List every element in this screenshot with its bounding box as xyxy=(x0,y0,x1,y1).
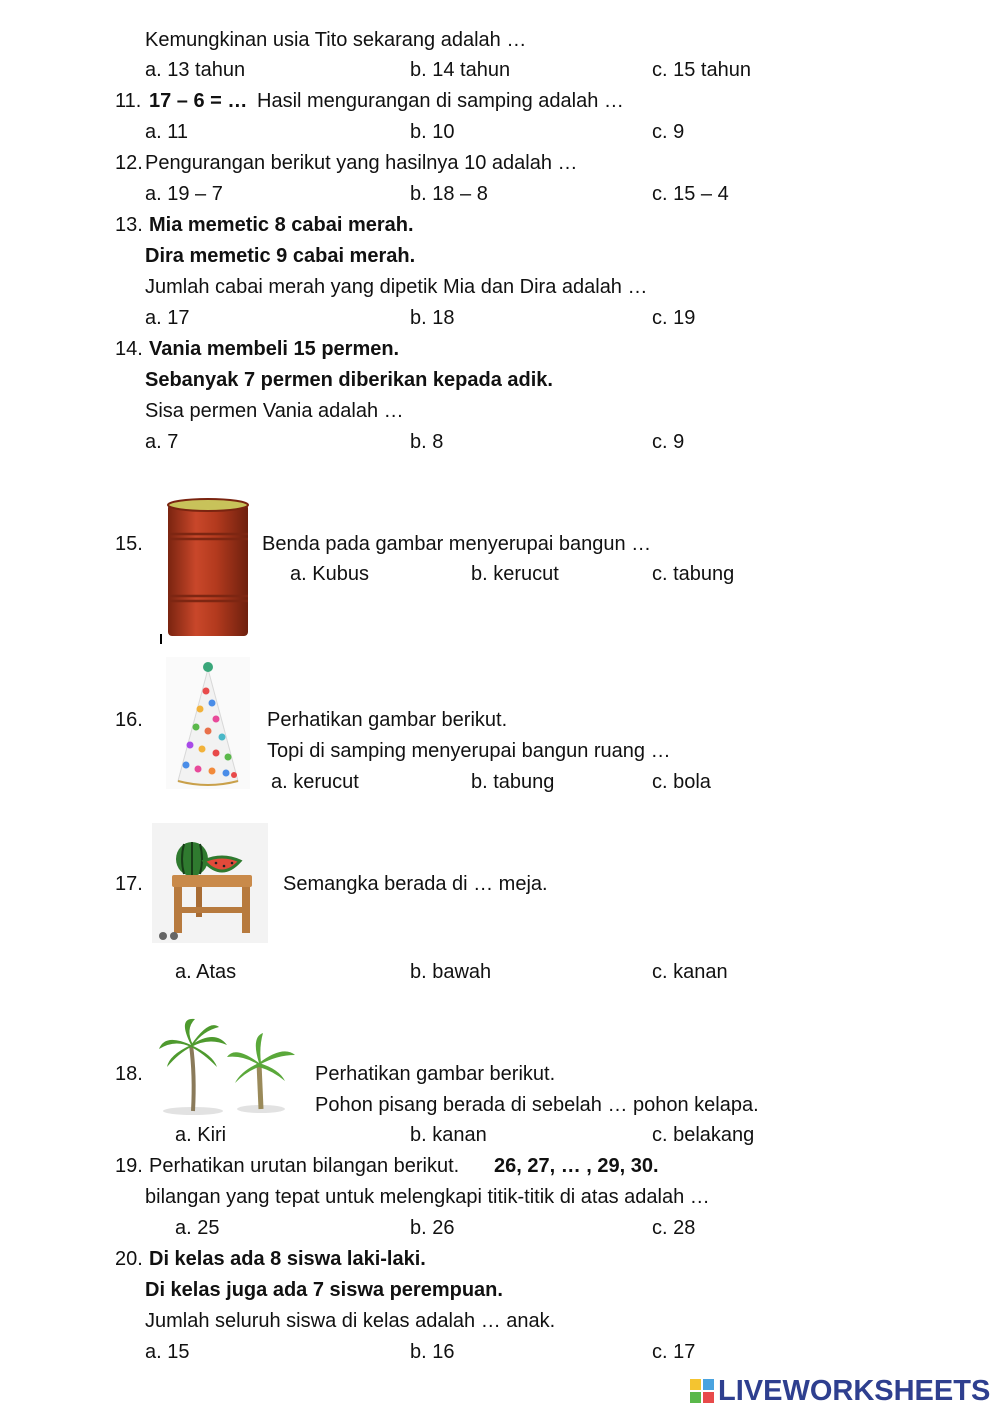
q11-option-c[interactable]: c. 9 xyxy=(652,121,685,143)
q12-stem: Pengurangan berikut yang hasilnya 10 adalah … xyxy=(145,152,578,174)
q18-line1: Perhatikan gambar berikut. xyxy=(315,1063,556,1085)
q10-option-c[interactable]: c. 15 tahun xyxy=(652,59,751,81)
q14-number: 14. xyxy=(115,338,143,360)
q14-option-c[interactable]: c. 9 xyxy=(652,431,685,453)
q16-number: 16. xyxy=(115,709,143,731)
q18-number: 18. xyxy=(115,1063,143,1085)
party-hat-image xyxy=(166,657,250,789)
q17-stem: Semangka berada di … meja. xyxy=(283,873,548,895)
q13-line1: Mia memetic 8 cabai merah. xyxy=(149,214,414,236)
q20-line2: Di kelas juga ada 7 siswa perempuan. xyxy=(145,1279,503,1301)
q20-stem: Jumlah seluruh siswa di kelas adalah … anak. xyxy=(145,1310,556,1332)
q14-stem: Sisa permen Vania adalah … xyxy=(145,400,404,422)
q18-option-a[interactable]: a. Kiri xyxy=(175,1124,227,1146)
q13-line2: Dira memetic 9 cabai merah. xyxy=(145,245,416,267)
q10-option-b[interactable]: b. 14 tahun xyxy=(410,59,511,81)
q17-option-a[interactable]: a. Atas xyxy=(175,961,237,983)
q10-stem: Kemungkinan usia Tito sekarang adalah … xyxy=(145,29,527,51)
q16-option-a[interactable]: a. kerucut xyxy=(271,771,359,793)
q15-number: 15. xyxy=(115,533,143,555)
q19-stem: bilangan yang tepat untuk melengkapi titik-titik di atas adalah … xyxy=(145,1186,710,1208)
q19-option-b[interactable]: b. 26 xyxy=(410,1217,455,1239)
watermelon-on-table-image xyxy=(152,823,268,943)
q12-option-a[interactable]: a. 19 – 7 xyxy=(145,183,223,205)
oil-drum-image xyxy=(160,496,260,646)
q20-option-a[interactable]: a. 15 xyxy=(145,1341,190,1363)
q13-option-a[interactable]: a. 17 xyxy=(145,307,190,329)
q20-option-c[interactable]: c. 17 xyxy=(652,1341,696,1363)
q13-option-b[interactable]: b. 18 xyxy=(410,307,455,329)
liveworksheets-brand-text: LIVEWORKSHEETS xyxy=(718,1374,991,1407)
q20-line1: Di kelas ada 8 siswa laki-laki. xyxy=(149,1248,426,1270)
q11-expression: 17 – 6 = … xyxy=(149,90,248,112)
q19-number: 19. xyxy=(115,1155,143,1177)
q12-number: 12. xyxy=(115,152,143,174)
q19-stem-pre: Perhatikan urutan bilangan berikut. xyxy=(149,1155,460,1177)
q11-option-b[interactable]: b. 10 xyxy=(410,121,455,143)
q14-option-a[interactable]: a. 7 xyxy=(145,431,179,453)
q17-number: 17. xyxy=(115,873,143,895)
q11-option-a[interactable]: a. 11 xyxy=(145,121,188,143)
q16-option-c[interactable]: c. bola xyxy=(652,771,711,793)
q17-option-b[interactable]: b. bawah xyxy=(410,961,492,983)
q19-option-c[interactable]: c. 28 xyxy=(652,1217,696,1239)
q12-option-b[interactable]: b. 18 – 8 xyxy=(410,183,488,205)
q13-number: 13. xyxy=(115,214,143,236)
q15-option-c[interactable]: c. tabung xyxy=(652,563,735,585)
q15-option-a[interactable]: a. Kubus xyxy=(290,563,369,585)
q20-number: 20. xyxy=(115,1248,143,1270)
q10-option-a[interactable]: a. 13 tahun xyxy=(145,59,246,81)
q18-option-c[interactable]: c. belakang xyxy=(652,1124,755,1146)
q13-option-c[interactable]: c. 19 xyxy=(652,307,696,329)
q16-option-b[interactable]: b. tabung xyxy=(471,771,555,793)
q18-stem: Pohon pisang berada di sebelah … pohon kelapa. xyxy=(315,1094,759,1116)
q14-line1: Vania membeli 15 permen. xyxy=(149,338,400,360)
q18-option-b[interactable]: b. kanan xyxy=(410,1124,487,1146)
q17-option-c[interactable]: c. kanan xyxy=(652,961,728,983)
q15-stem: Benda pada gambar menyerupai bangun … xyxy=(262,533,652,555)
liveworksheets-icon xyxy=(690,1379,714,1403)
q12-option-c[interactable]: c. 15 – 4 xyxy=(652,183,729,205)
q15-option-b[interactable]: b. kerucut xyxy=(471,563,559,585)
q14-option-b[interactable]: b. 8 xyxy=(410,431,444,453)
q20-option-b[interactable]: b. 16 xyxy=(410,1341,455,1363)
q11-number: 11. xyxy=(115,90,142,112)
coconut-and-banana-trees-image xyxy=(155,1015,300,1117)
liveworksheets-logo[interactable] xyxy=(690,1374,990,1408)
q14-line2: Sebanyak 7 permen diberikan kepada adik. xyxy=(145,369,553,391)
q16-stem: Topi di samping menyerupai bangun ruang … xyxy=(267,740,671,762)
q19-option-a[interactable]: a. 25 xyxy=(175,1217,220,1239)
q11-stem: Hasil mengurangan di samping adalah … xyxy=(257,90,624,112)
q13-stem: Jumlah cabai merah yang dipetik Mia dan Dira adalah … xyxy=(145,276,648,298)
q19-sequence: 26, 27, … , 29, 30. xyxy=(494,1155,659,1177)
q16-line1: Perhatikan gambar berikut. xyxy=(267,709,508,731)
